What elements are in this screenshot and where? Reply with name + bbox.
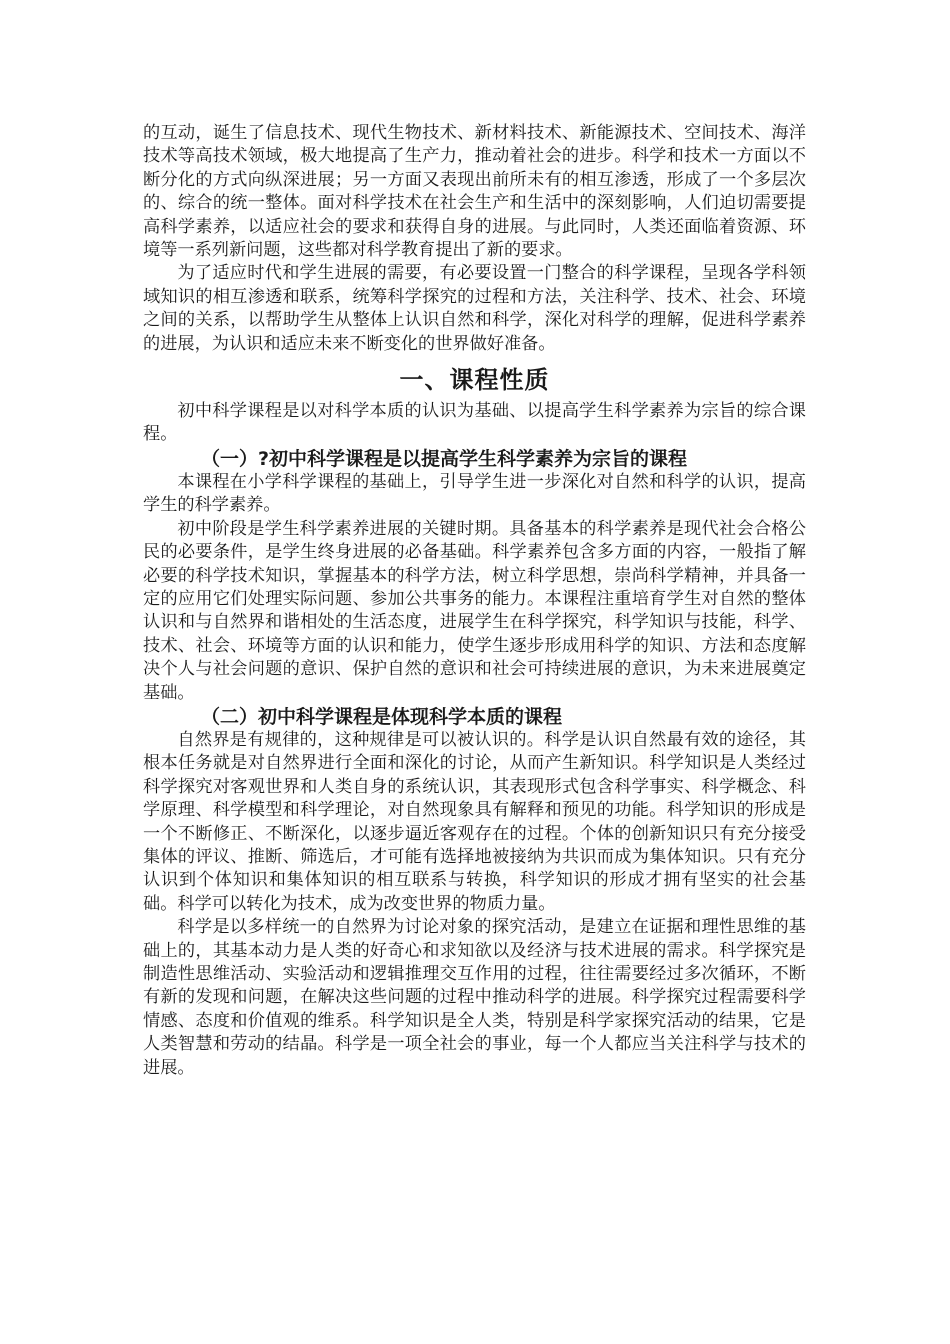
subsection-1-paragraph-1: 本课程在小学科学课程的基础上，引导学生进一步深化对自然和科学的认识，提高学生的科学素养。 [143, 471, 806, 516]
intro-paragraph-2: 为了适应时代和学生进展的需要，有必要设置一门整合的科学课程，呈现各学科领域知识的相互渗透和联系，统筹科学探究的过程和方法，关注科学、技术、社会、环境之间的关系，以帮助学生从整体上认识自然和科学，深化对科学的理解，促进科学素养的进展，为认识和适应未来不断变化的世界做好准备。 [143, 263, 806, 354]
subsection-title-2: （二）初中科学课程是体现科学本质的课程 [201, 705, 563, 728]
subsection-1-paragraph-2: 初中阶段是学生科学素养进展的关键时期。具备基本的科学素养是现代社会合格公民的必要条件，是学生终身进展的必备基础。科学素养包含多方面的内容，一般指了解必要的科学技术知识，掌握基本的科学方法，树立科学思想，崇尚科学精神，并具备一定的应用它们处理实际问题、参加公共事务的能力。本课程注重培育学生对自然的整体认识和与自然界和谐相处的生活态度，进展学生在科学探究，科学知识与技能，科学、技术、社会、环境等方面的认识和能力，使学生逐步形成用科学的知识、方法和态度解决个人与社会问题的意识、保护自然的意识和社会可持续进展的意识，为未来进展奠定基础。 [143, 518, 806, 703]
subsection-title-1: （一）?初中科学课程是以提高学生科学素养为宗旨的课程 [201, 447, 688, 470]
subsection-2-paragraph-1: 自然界是有规律的，这种规律是可以被认识的。科学是认识自然最有效的途径，其根本任务就是对自然界进行全面和深化的讨论，从而产生新知识。科学知识是人类经过科学探究对客观世界和人类自身的系统认识，其表现形式包含科学事实、科学概念、科学原理、科学模型和科学理论，对自然现象具有解释和预见的功能。科学知识的形成是一个不断修正、不断深化，以逐步逼近客观存在的过程。个体的创新知识只有充分接受集体的评议、推断、筛选后，才可能有选择地被接纳为共识而成为集体知识。只有充分认识到个体知识和集体知识的相互联系与转换，科学知识的形成才拥有坚实的社会基础。科学可以转化为技术，成为改变世界的物质力量。 [143, 729, 806, 914]
section-title-course-nature: 一、课程性质 [399, 366, 550, 395]
document-page [143, 122, 806, 1080]
subsection-2-paragraph-2: 科学是以多样统一的自然界为讨论对象的探究活动，是建立在证据和理性思维的基础上的，其基本动力是人类的好奇心和求知欲以及经济与技术进展的需求。科学探究是制造性思维活动、实验活动和逻辑推理交互作用的过程，往往需要经过多次循环，不断有新的发现和问题，在解决这些问题的过程中推动科学的进展。科学探究过程需要科学情感、态度和价值观的维系。科学知识是全人类，特别是科学家探究活动的结果，它是人类智慧和劳动的结晶。科学是一项全社会的事业，每一个人都应当关注科学与技术的进展。 [143, 917, 806, 1078]
intro-paragraph-1: 的互动，诞生了信息技术、现代生物技术、新材料技术、新能源技术、空间技术、海洋技术等高技术领域，极大地提高了生产力，推动着社会的进步。科学和技术一方面以不断分化的方式向纵深进展；另一方面又表现出前所未有的相互渗透，形成了一个多层次的、综合的统一整体。面对科学技术在社会生产和生活中的深刻影响，人们迫切需要提高科学素养，以适应社会的要求和获得自身的进展。与此同时，人类还面临着资源、环境等一系列新问题，这些都对科学教育提出了新的要求。 [143, 123, 806, 261]
section-paragraph-1: 初中科学课程是以对科学本质的认识为基础、以提高学生科学素养为宗旨的综合课程。 [143, 401, 806, 445]
